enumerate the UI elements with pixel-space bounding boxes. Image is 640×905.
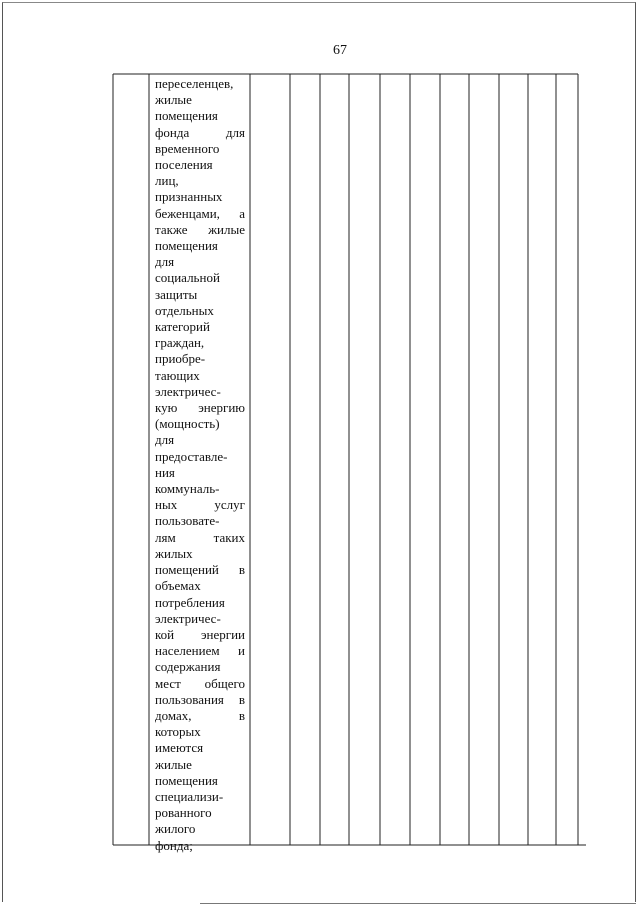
cell-text-line: лиц, xyxy=(155,173,179,189)
cell-text-line: имеются xyxy=(155,740,204,756)
cell-text-line: кой энергии xyxy=(155,626,245,642)
cell-text-line: пользовате- xyxy=(155,513,220,529)
cell-text-line: содержания xyxy=(155,659,221,675)
cell-text-line: категорий xyxy=(155,319,210,335)
cell-text-line: для xyxy=(155,254,175,270)
cell-text-line: жилые xyxy=(155,756,192,772)
cell-text-line: объемах xyxy=(155,578,201,594)
cell-text-line: приобре- xyxy=(155,351,206,367)
cell-text-line: фонда; xyxy=(155,837,193,853)
cell-text-line: помещений в xyxy=(155,562,245,578)
cell-text-line: социальной xyxy=(155,270,220,286)
cell-text-line: рованного xyxy=(155,805,212,821)
cell-text-line: поселения xyxy=(155,157,213,173)
cell-text-line: признанных xyxy=(155,189,223,205)
cell-text-line: помещения xyxy=(155,108,218,124)
cell-text-line: потребления xyxy=(155,594,225,610)
cell-text-line: коммуналь- xyxy=(155,481,220,497)
cell-text-line: для xyxy=(155,432,175,448)
cell-text-line: ния xyxy=(155,464,175,480)
cell-text-line: жилые xyxy=(155,92,192,108)
cell-text-line: фонда для xyxy=(155,124,245,140)
cell-text-line: отдельных xyxy=(155,302,214,318)
cell-text-line: домах, в xyxy=(155,707,245,723)
cell-text-line: переселенцев, xyxy=(155,76,234,91)
cell-text-line: населением и xyxy=(155,643,245,659)
cell-text-line: граждан, xyxy=(155,335,205,351)
cell-text-line: ных услуг xyxy=(155,497,245,513)
cell-text-line: пользования в xyxy=(155,691,245,707)
cell-text-line: электричес- xyxy=(155,610,221,626)
cell-text-line: тающих xyxy=(155,367,200,383)
cell-text-line: предоставле- xyxy=(155,448,228,464)
cell-text-line: (мощность) xyxy=(155,416,220,432)
table-cell-description xyxy=(155,76,245,854)
cell-text-line: кую энергию xyxy=(155,400,245,416)
cell-text-line: защиты xyxy=(155,286,198,302)
cell-text-line: специализи- xyxy=(155,788,224,804)
cell-text-line: мест общего xyxy=(155,675,245,691)
cell-text-line: помещения xyxy=(155,238,218,254)
cell-text-line: жилых xyxy=(155,545,193,561)
cell-text-line: которых xyxy=(155,724,201,740)
cell-text-line: также жилые xyxy=(155,221,245,237)
cell-text-line: беженцами, а xyxy=(155,205,245,221)
cell-text-line: жилого xyxy=(155,821,196,837)
cell-text-line: временного xyxy=(155,140,220,156)
page-number: 67 xyxy=(333,43,347,58)
cell-text-line: помещения xyxy=(155,772,218,788)
cell-text-line: электричес- xyxy=(155,383,221,399)
cell-text-line: лям таких xyxy=(155,529,245,545)
